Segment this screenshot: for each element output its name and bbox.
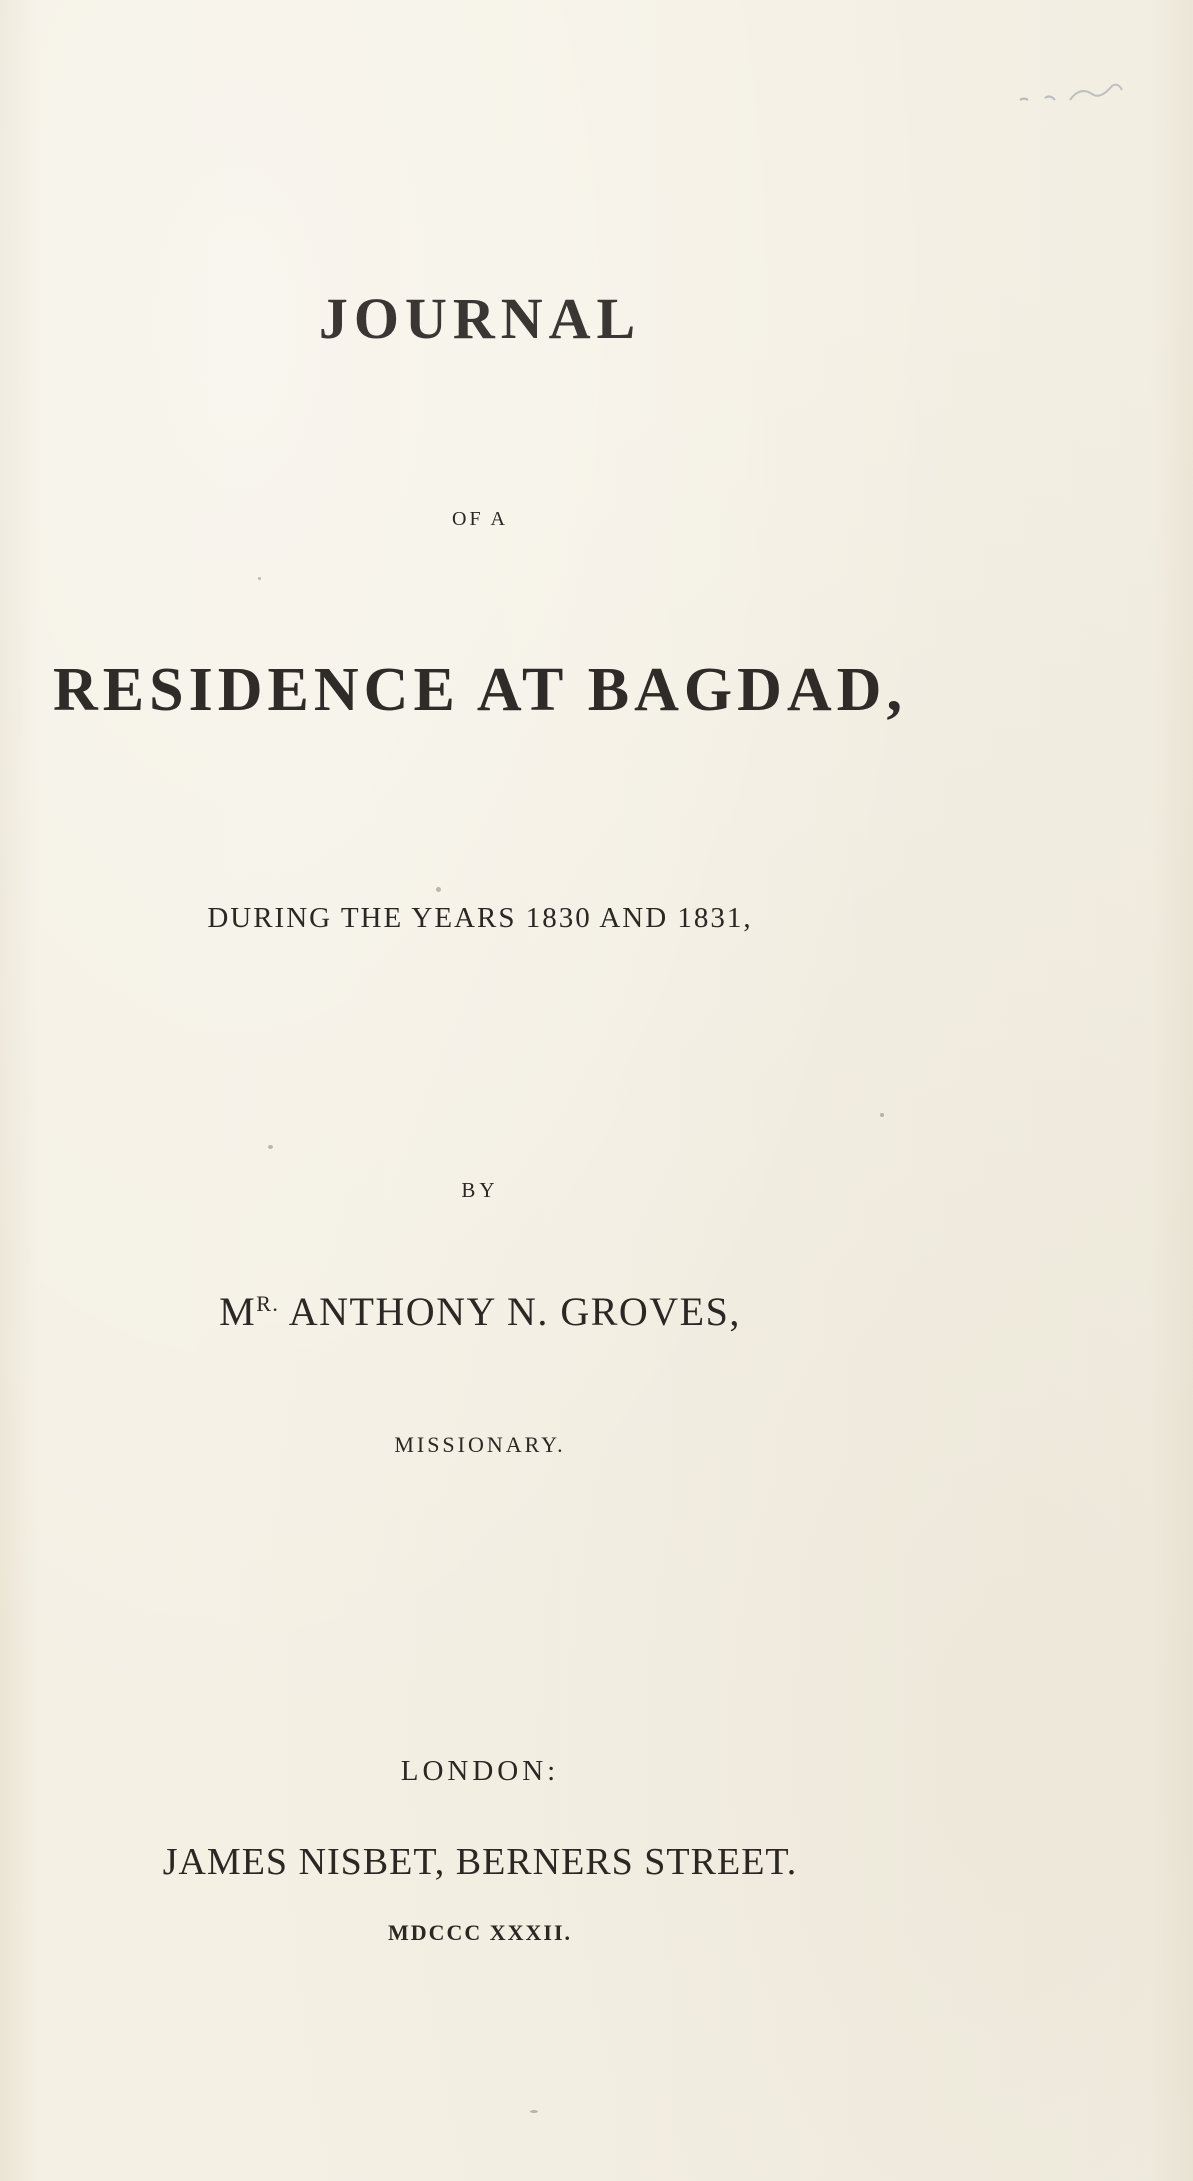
title-period: DURING THE YEARS 1830 AND 1831,	[207, 902, 753, 934]
by-label: BY	[461, 1178, 499, 1202]
author-prefix: M	[219, 1289, 257, 1334]
imprint-publisher: JAMES NISBET, BERNERS STREET.	[162, 1841, 798, 1883]
foxing-spot	[530, 2110, 538, 2113]
author-prefix-sup: R.	[256, 1291, 280, 1316]
pencil-mark-icon	[1015, 70, 1165, 120]
author-role: MISSIONARY.	[394, 1432, 566, 1457]
title-connector: OF A	[452, 508, 508, 530]
foxing-spot	[436, 887, 441, 892]
foxing-spot	[258, 577, 261, 580]
author-line	[0, 1288, 960, 1335]
author-name: ANTHONY N. GROVES,	[288, 1289, 741, 1334]
title-subject: RESIDENCE AT BAGDAD,	[53, 656, 907, 724]
foxing-spot	[880, 1113, 884, 1117]
foxing-spot	[268, 1145, 273, 1149]
imprint-place: LONDON:	[400, 1755, 560, 1787]
imprint-year: MDCCC XXXII.	[387, 1920, 573, 1945]
title-journal: JOURNAL	[318, 286, 642, 351]
